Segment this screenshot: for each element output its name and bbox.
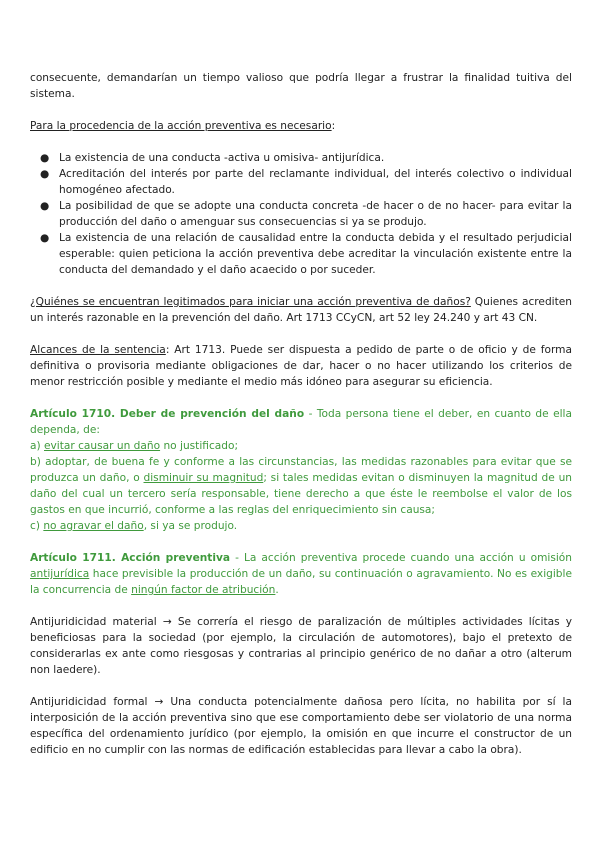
document-page [30, 70, 572, 774]
article-1710-item-b: b) adoptar, de buena fe y conforme a las circunstancias, las medidas razonables para evitar que se produzca un daño, o disminuir su magnitud; si tales medidas evitan o disminuyen la magnitud de un daño del cual un tercero sería responsable, tiene derecho a que éste le reembolse el valor de los gastos en que incurrió, conforme a las reglas del enriquecimiento sin causa; [30, 456, 572, 516]
legitimation-answer: Quienes acrediten un interés razonable en la prevención del daño. Art 1713 CCyCN, art 52 ley 24.240 y art 43 CN. [30, 296, 573, 324]
list-item: ● La existencia de una relación de causalidad entre la conducta debida y el resultado perjudicial esperable: quien peticiona la acción preventiva debe acreditar la vinculación existente entre la conducta del demandado y el daño acaecido o por suceder. [40, 232, 572, 276]
bullet-icon: ● [40, 168, 50, 180]
article-1710-heading: Artículo 1710. Deber de prevención del daño - Toda persona tiene el deber, en cuanto de ella dependa, de: [30, 408, 572, 436]
article-1711-text: Artículo 1711. Acción preventiva - La acción preventiva procede cuando una acción u omisión antijurídica hace previsible la producción de un daño, su continuación o agravamiento. No es exigible la concurrencia de ningún factor de atribución. [30, 552, 572, 596]
legitimation-question: ¿Quiénes se encuentran legitimados para iniciar una acción preventiva de daños? [30, 296, 471, 308]
intro-paragraph: consecuente, demandarían un tiempo valioso que podría llegar a frustrar la finalidad tuitiva del sistema. [30, 72, 572, 100]
list-item: ● Acreditación del interés por parte del reclamante individual, del interés colectivo o individual homogéneo afectado. [40, 168, 572, 196]
requirements-list [30, 150, 572, 278]
list-item: ● La existencia de una conducta -activa u omisiva- antijurídica. [40, 152, 385, 164]
legitimation-paragraph [30, 294, 572, 326]
article-1710-item-a: a) evitar causar un daño no justificado; [30, 440, 239, 452]
article-1710-item-c: c) no agravar el daño, si ya se produjo. [30, 520, 238, 532]
requirements-heading: Para la procedencia de la acción preventiva es necesario: [30, 120, 336, 132]
scope-heading: Alcances de la sentencia [30, 344, 166, 356]
formal-antijuridicity-paragraph: Antijuridicidad formal → Una conducta potencialmente dañosa pero lícita, no habilita por sí la interposición de la acción preventiva sino que ese comportamiento debe ser violatorio de una norma específica del ordenamiento jurídico (por ejemplo, la omisión en que incurre el constructor de un edificio en no cumplir con las normas de edificación establecidas para llevar a cabo la obra). [30, 696, 572, 756]
list-item: ● La posibilidad de que se adopte una conducta concreta -de hacer o de no hacer- para evitar la producción del daño o amenguar sus consecuencias si ya se produjo. [40, 200, 572, 228]
bullet-icon: ● [40, 200, 50, 212]
article-1711 [30, 550, 572, 598]
scope-text: : Art 1713. Puede ser dispuesta a pedido de parte o de oficio y de forma definitiva o provisoria mediante obligaciones de dar, hacer o no hacer utilizando los criterios de menor restricción posible y mediante el medio más idóneo para asegurar su eficiencia. [30, 344, 572, 388]
article-1711-title: Artículo 1711. Acción preventiva [30, 552, 231, 564]
bullet-icon: ● [40, 232, 50, 244]
material-antijuridicity-paragraph: Antijuridicidad material → Se correría el riesgo de paralización de múltiples actividades lícitas y beneficiosas para la sociedad (por ejemplo, la circulación de automotores), bajo el pretexto de considerarlas ex ante como riesgosas y contrarias al principio genérico de no dañar a otro (alterum non laedere). [30, 616, 572, 676]
article-1710-title: Artículo 1710. Deber de prevención del daño [30, 408, 305, 420]
scope-paragraph [30, 342, 572, 390]
bullet-icon: ● [40, 152, 50, 164]
requirements-heading-text: Para la procedencia de la acción preventiva es necesario [30, 120, 332, 132]
article-1710 [30, 406, 572, 534]
